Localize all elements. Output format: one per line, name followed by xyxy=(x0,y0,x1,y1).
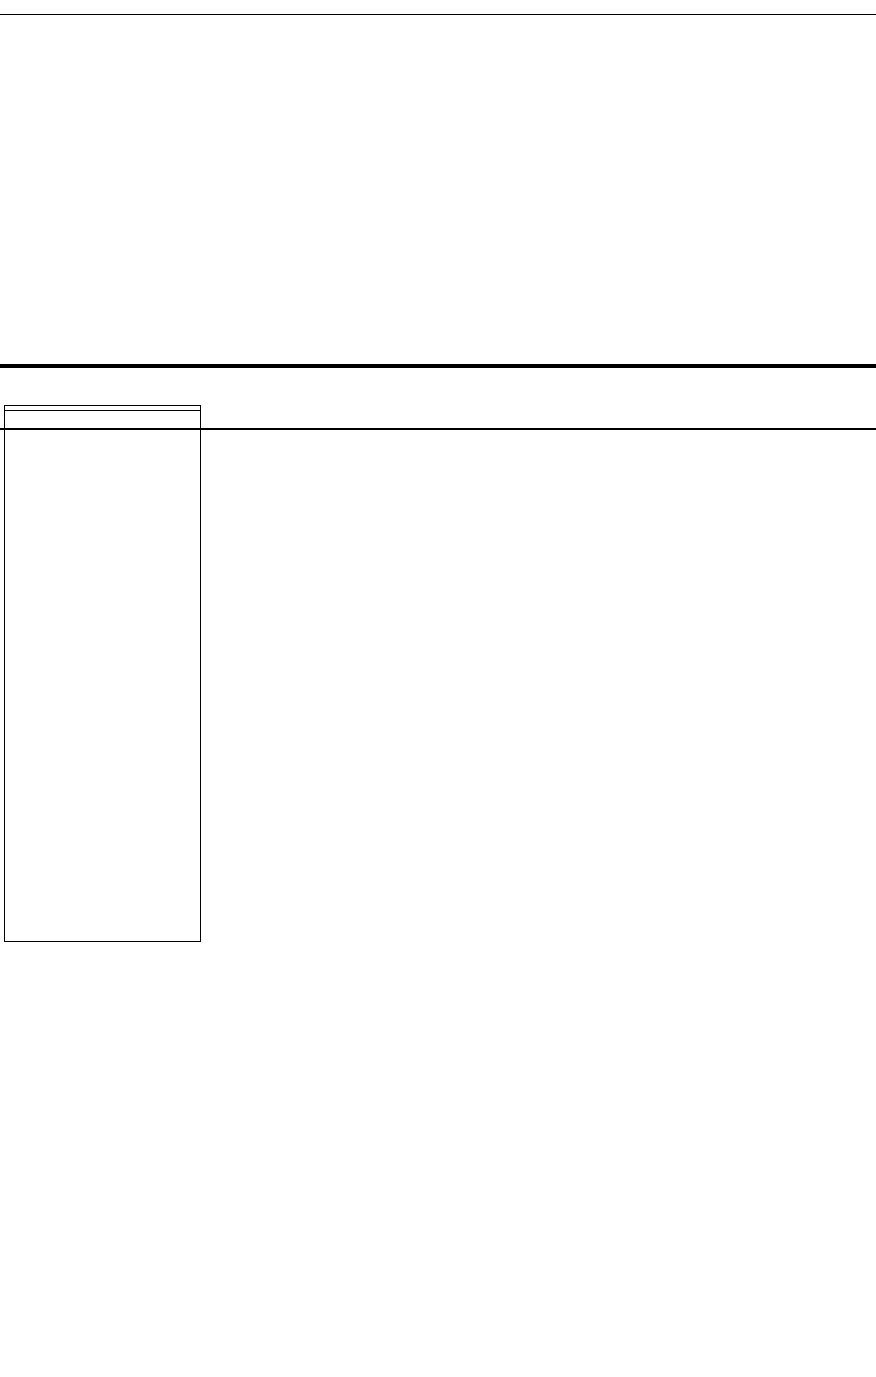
index-list xyxy=(5,411,200,415)
help-wanted-section xyxy=(0,14,876,366)
service-index-box xyxy=(4,405,201,942)
banner-deadline xyxy=(0,366,876,368)
page-header xyxy=(0,0,876,15)
